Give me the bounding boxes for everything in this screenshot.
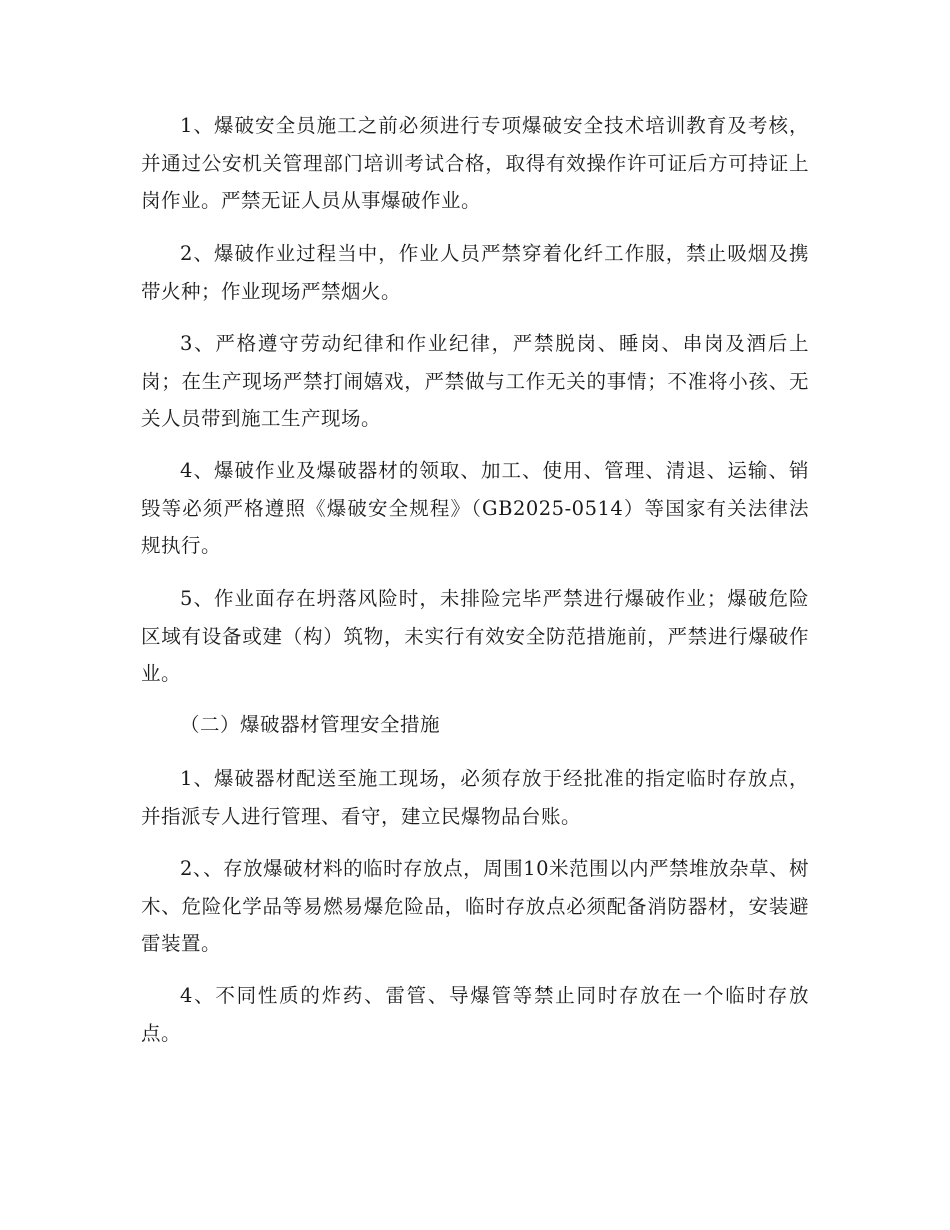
section-paragraph-1: 1、爆破器材配送至施工现场，必须存放于经批准的指定临时存放点，并指派专人进行管理、看守，建立民爆物品台账。: [141, 767, 809, 828]
paragraph-3: 3、严格遵守劳动纪律和作业纪律，严禁脱岗、睡岗、串岗及酒后上岗；在生产现场严禁打闹嬉戏，严禁做与工作无关的事情；不准将小孩、无关人员带到施工生产现场。: [141, 332, 809, 430]
section-paragraph-3: 4、不同性质的炸药、雷管、导爆管等禁止同时存放在一个临时存放点。: [141, 984, 809, 1045]
section-paragraph-2: 2、、存放爆破材料的临时存放点，周围10米范围以内严禁堆放杂草、树木、危险化学品等易燃易爆危险品，临时存放点必须配备消防器材，安装避雷装置。: [141, 857, 809, 955]
section-heading: （二）爆破器材管理安全措施: [180, 713, 441, 736]
paragraph-5: 5、作业面存在坍落风险时，未排险完毕严禁进行爆破作业；爆破危险区域有设备或建（构）筑物，未实行有效安全防范措施前，严禁进行爆破作业。: [141, 587, 809, 685]
paragraph-1: 1、爆破安全员施工之前必须进行专项爆破安全技术培训教育及考核，并通过公安机关管理部门培训考试合格，取得有效操作许可证后方可持证上岗作业。严禁无证人员从事爆破作业。: [141, 114, 809, 212]
paragraph-4: 4、爆破作业及爆破器材的领取、加工、使用、管理、清退、运输、销毁等必须严格遵照《爆破安全规程》（GB2025-0514）等国家有关法律法规执行。: [141, 459, 809, 557]
paragraph-2: 2、爆破作业过程当中，作业人员严禁穿着化纤工作服，禁止吸烟及携带火种；作业现场严禁烟火。: [141, 242, 809, 303]
